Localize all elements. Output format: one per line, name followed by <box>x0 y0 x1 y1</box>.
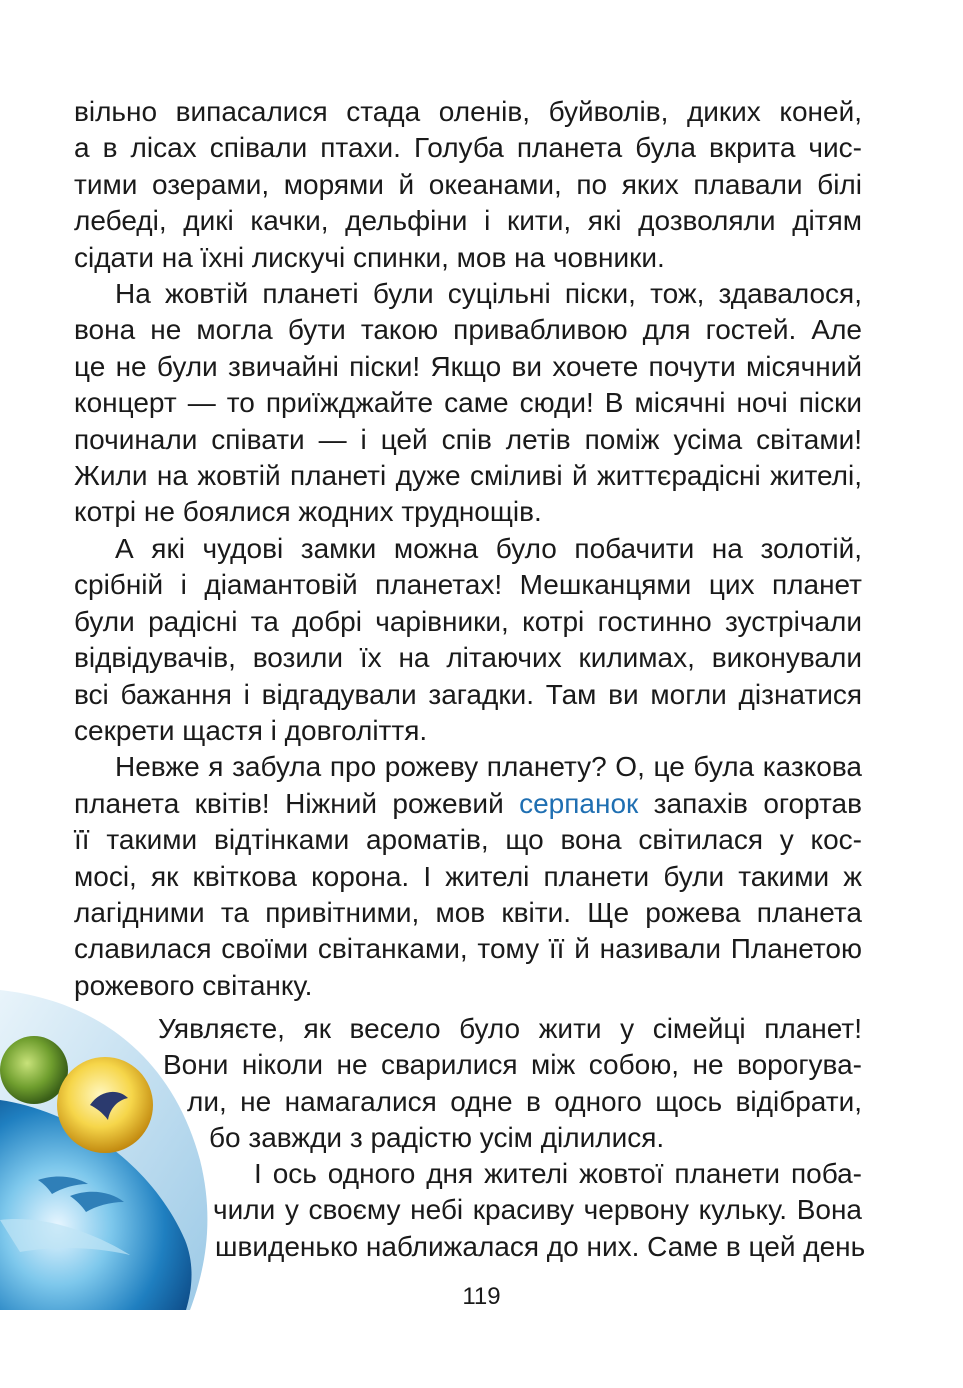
text-line: це не були звичайні піски! Якщо ви хочете почути місячний <box>74 350 862 382</box>
text-line: На жовтій планеті були суцільні піски, тож, здавалося, <box>115 278 862 310</box>
text-line: мосі, як квіткова корона. І жителі планети були такими ж <box>74 860 862 892</box>
text-line: концерт — то приїжджайте саме сюди! В місячні ночі піски <box>74 387 862 419</box>
text-line: чили у своєму небі красиву червону кульку. Вона <box>213 1194 862 1225</box>
text-line: ли, не намагалися одне в одного щось відібрати, <box>187 1086 862 1117</box>
text-line: вільно випасалися стада оленів, буйволів, диких коней, <box>74 96 862 127</box>
green-planet <box>0 1036 68 1104</box>
text-line: починали співати — і цей спів летів поміж усіма світами! <box>74 423 862 455</box>
text-line: славилася своїми світанками, тому її й називали Планетою <box>74 933 862 965</box>
text-line: лебеді, дикі качки, дельфіни і кити, які дозволяли дітям <box>74 205 862 237</box>
text-line: вона не могла бути такою привабливою для гостей. Але <box>74 314 862 346</box>
text-line: Уявляєте, як весело було жити у сімейці планет! <box>158 1013 862 1044</box>
planets-illustration <box>0 990 220 1310</box>
text-line: Невже я забула про рожеву планету? О, це була казкова <box>115 751 862 783</box>
text-line: бо завжди з радістю усім ділилися. <box>209 1122 665 1153</box>
text-line: тими озерами, морями й океанами, по яких плавали білі <box>74 168 862 200</box>
text-line: швиденько наближалася до них. Саме в цей день <box>215 1231 866 1262</box>
text-line: секрети щастя і довголіття. <box>74 714 428 746</box>
page-number: 119 <box>462 1283 501 1310</box>
text-fragment: запахів огортав <box>638 787 862 819</box>
text-line: котрі не боялися жодних труднощів. <box>74 496 542 528</box>
text-line: І ось одного дня жителі жовтої планети поба- <box>254 1158 862 1189</box>
text-line: Вони ніколи не сварилися між собою, не ворогува- <box>163 1049 862 1080</box>
text-line: А які чудові замки можна було побачити на золотій, <box>115 532 862 564</box>
text-fragment: планета квітів! Ніжний рожевий <box>74 787 520 819</box>
text-line: срібній і діамантовій планетах! Мешканцями цих планет <box>74 569 862 601</box>
text-line: її такими відтінками ароматів, що вона світилася у кос- <box>74 824 862 856</box>
text-line: сідати на їхні лискучі спинки, мов на човники. <box>74 241 665 273</box>
text-line: відвідувачів, возили їх на літаючих килимах, виконували <box>74 642 862 674</box>
text-line: всі бажання і відгадували загадки. Там ви могли дізнатися <box>74 678 862 710</box>
text-line: лагідними та привітними, мов квіти. Ще рожева планета <box>74 896 862 928</box>
glossary-term-serpanok[interactable]: серпанок <box>519 787 639 819</box>
text-line: Жили на жовтій планеті дуже сміливі й життєрадісні жителі, <box>74 460 862 492</box>
text-line: а в лісах співали птахи. Голуба планета була вкрита чис- <box>74 132 862 164</box>
text-line: були радісні та добрі чарівники, котрі гостинно зустрічали <box>74 605 862 637</box>
text-line: рожевого світанку. <box>74 969 313 1001</box>
